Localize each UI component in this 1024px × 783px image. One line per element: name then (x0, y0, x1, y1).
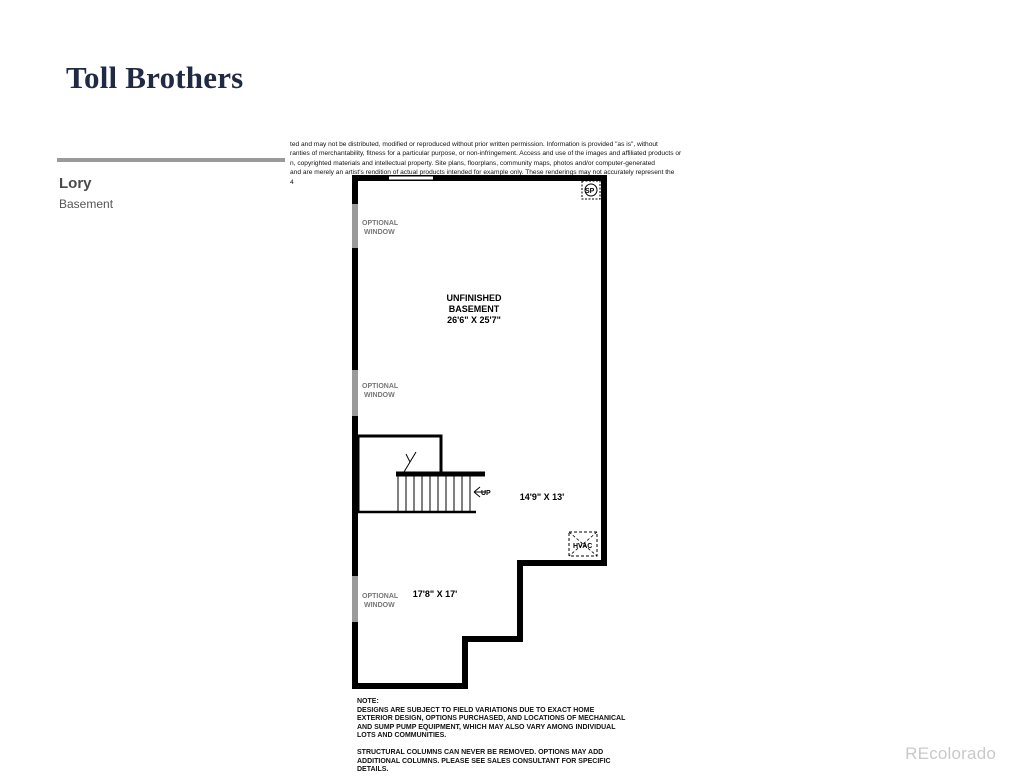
room-size: 26'6" X 25'7" (447, 315, 501, 325)
window-label: OPTIONAL (362, 383, 399, 390)
hvac-label: HVAC (573, 543, 593, 550)
plan-level: Basement (59, 197, 114, 211)
notes-paragraph: STRUCTURAL COLUMNS CAN NEVER BE REMOVED. OPTIONS MAY ADD ADDITIONAL COLUMNS. PLEASE SEE SALES CONSULTANT FOR SPECIFIC DETAILS. (357, 748, 611, 774)
watermark: REcolorado (905, 744, 996, 763)
disclaimer-line: ranties of merchantability, fitness for a particular purpose, or non-infringement. Access and use of the images and affiliated products or (290, 150, 682, 158)
window-label: WINDOW (364, 392, 395, 399)
room-size: 14'9" X 13' (519, 492, 565, 502)
sump-pump-label: SP (585, 188, 595, 195)
plan-name: Lory (59, 175, 92, 192)
disclaimer-line: 4 (290, 178, 294, 186)
brand-logo: Toll Brothers (66, 60, 244, 95)
room-size: 17'8" X 17' (412, 589, 458, 599)
window-label: OPTIONAL (362, 220, 399, 227)
stair-treads (398, 476, 470, 511)
stair-wall (358, 436, 441, 472)
disclaimer-line: ted and may not be distributed, modified or reproduced without prior written permission. Information is provided "as is", without (290, 141, 658, 148)
exterior-wall (355, 178, 604, 686)
stair-break-line (406, 454, 410, 462)
window-marker (352, 370, 358, 416)
notes-paragraph: DESIGNS ARE SUBJECT TO FIELD VARIATIONS DUE TO EXACT HOME EXTERIOR DESIGN, OPTIONS PURCHASED, AND LOCATIONS OF MECHANICAL AND SUMP PUMP EQUIPMENT, WHICH MAY ALSO VARY AMONG INDIVIDUAL LOTS AND COMMUNITIES. (357, 706, 626, 740)
disclaimer-line: n, copyrighted materials and intellectual property. Site plans, floorplans, community maps, photos and/or computer-generated (290, 159, 655, 167)
room-name: BASEMENT (448, 304, 500, 314)
window-marker (352, 204, 358, 248)
window-label: WINDOW (364, 602, 395, 609)
notes-heading: NOTE: (357, 698, 379, 705)
window-marker (352, 576, 358, 622)
disclaimer-line: and are merely an artist's rendition of actual products intended for example only. These renderings may not accurately represent the (290, 169, 675, 177)
window-label: OPTIONAL (362, 593, 399, 600)
stair-up-label: UP (481, 490, 491, 497)
room-name: UNFINISHED (446, 293, 502, 303)
window-label: WINDOW (364, 229, 395, 236)
notes (357, 698, 627, 783)
